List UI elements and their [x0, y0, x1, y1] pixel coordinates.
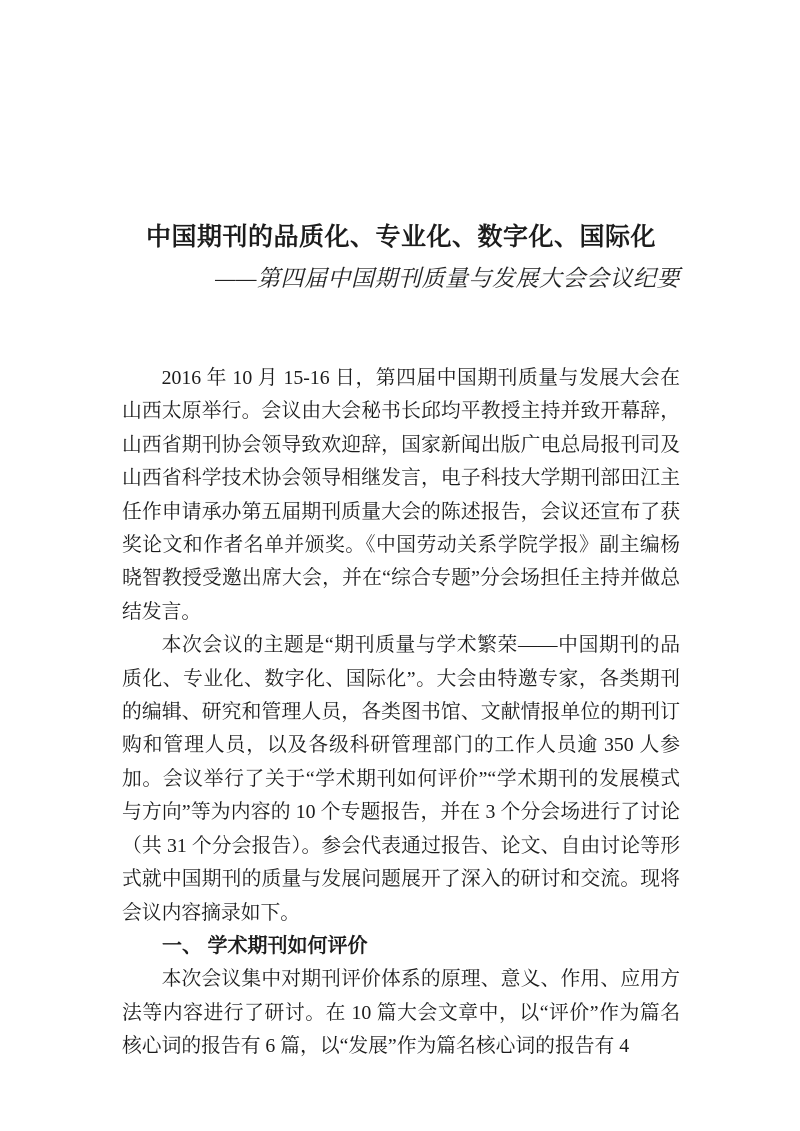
- document-content: [122, 222, 680, 1064]
- document-subtitle: ——第四届中国期刊质量与发展大会会议纪要: [215, 266, 680, 291]
- paragraph-opening: 2016 年 10 月 15-16 日，第四届中国期刊质量与发展大会在山西太原举行。会议由大会秘书长邱均平教授主持并致开幕辞，山西省期刊协会领导致欢迎辞，国家新闻出版广电总局报刊司及山西省科学技术协会领导相继发言，电子科技大学期刊部田江主任作申请承办第五届期刊质量大会的陈述报告，会议还宣布了获奖论文和作者名单并颁奖。《中国劳动关系学院学报》副主编杨晓智教授受邀出席大会，并在“综合专题”分会场担任主持并做总结发言。: [122, 367, 680, 623]
- section-heading-evaluation: 一、 学术期刊如何评价: [162, 934, 368, 957]
- document-title: 中国期刊的品质化、专业化、数字化、国际化: [145, 223, 656, 251]
- paragraph-theme: 本次会议的主题是“期刊质量与学术繁荣——中国期刊的品质化、专业化、数字化、国际化”。大会由特邀专家，各类期刊的编辑、研究和管理人员，各类图书馆、文献情报单位的期刊订购和管理人员，以及各级科研管理部门的工作人员逾 350 人参加。会议举行了关于“学术期刊如何评价”“学术期刊的发展模式与方向”等为内容的 10 个专题报告，并在 3 个分会场进行了讨论（共 31 个分会报告）。参会代表通过报告、论文、自由讨论等形式就中国期刊的质量与发展问题展开了深入的研讨和交流。现将会议内容摘录如下。: [122, 634, 680, 924]
- paragraph-evaluation: 本次会议集中对期刊评价体系的原理、意义、作用、应用方法等内容进行了研讨。在 10 篇大会文章中，以“评价”作为篇名核心词的报告有 6 篇，以“发展”作为篇名核心词的报告有 4: [122, 968, 680, 1058]
- document-body: [122, 362, 680, 1064]
